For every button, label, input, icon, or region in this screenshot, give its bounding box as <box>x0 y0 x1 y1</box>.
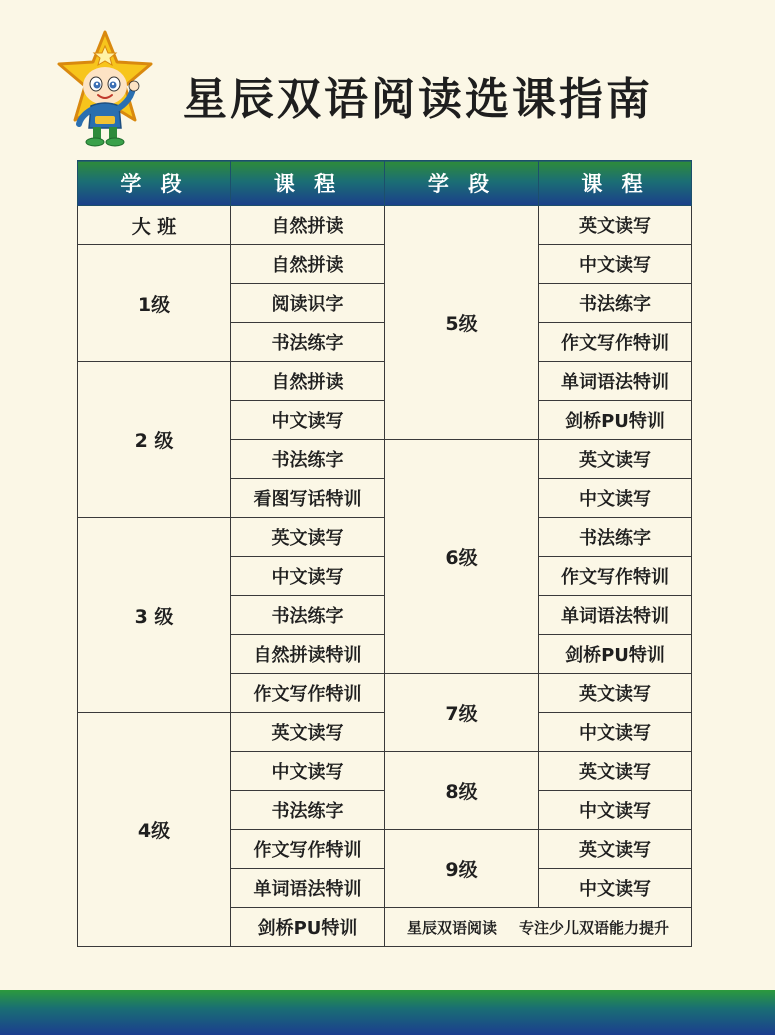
slogan-tagline: 专注少儿双语能力提升 <box>519 918 670 937</box>
stage-cell: 1级 <box>78 245 231 362</box>
course-cell: 英文读写 <box>231 713 385 752</box>
stage-cell: 2 级 <box>78 362 231 518</box>
course-cell: 作文写作特训 <box>231 830 385 869</box>
course-cell: 自然拼读 <box>231 362 385 401</box>
course-cell: 中文读写 <box>539 245 692 284</box>
course-cell: 书法练字 <box>231 791 385 830</box>
course-cell: 书法练字 <box>539 284 692 323</box>
header <box>0 0 775 160</box>
stage-cell: 5级 <box>385 206 539 440</box>
course-cell: 看图写话特训 <box>231 479 385 518</box>
course-cell: 英文读写 <box>539 830 692 869</box>
course-cell: 英文读写 <box>539 752 692 791</box>
header-stage-right: 学 段 <box>385 161 539 206</box>
course-cell: 中文读写 <box>231 752 385 791</box>
course-cell: 自然拼读 <box>231 245 385 284</box>
page-title: 星辰双语阅读选课指南 <box>183 74 653 125</box>
course-cell: 中文读写 <box>539 791 692 830</box>
course-cell: 自然拼读特训 <box>231 635 385 674</box>
course-cell: 英文读写 <box>539 674 692 713</box>
course-cell: 自然拼读 <box>231 206 385 245</box>
stage-cell: 3 级 <box>78 518 231 713</box>
course-cell: 书法练字 <box>539 518 692 557</box>
course-cell: 英文读写 <box>539 206 692 245</box>
table-header-row <box>78 161 692 206</box>
stage-cell: 9级 <box>385 830 539 908</box>
stage-cell: 8级 <box>385 752 539 830</box>
course-cell: 单词语法特训 <box>539 596 692 635</box>
course-cell: 中文读写 <box>231 401 385 440</box>
course-cell: 中文读写 <box>539 479 692 518</box>
course-guide-table <box>77 160 692 947</box>
stage-cell: 7级 <box>385 674 539 752</box>
course-cell: 中文读写 <box>539 713 692 752</box>
footer-gradient-bar <box>0 990 775 1035</box>
course-cell: 阅读识字 <box>231 284 385 323</box>
course-cell: 作文写作特训 <box>231 674 385 713</box>
course-cell: 英文读写 <box>539 440 692 479</box>
header-course-left: 课 程 <box>231 161 385 206</box>
course-cell: 书法练字 <box>231 596 385 635</box>
course-cell: 作文写作特训 <box>539 557 692 596</box>
stage-cell: 6级 <box>385 440 539 674</box>
course-cell: 书法练字 <box>231 323 385 362</box>
stage-cell: 大 班 <box>78 206 231 245</box>
table-row <box>78 206 692 245</box>
course-cell: 中文读写 <box>231 557 385 596</box>
course-cell: 单词语法特训 <box>539 362 692 401</box>
course-cell: 剑桥PU特训 <box>231 908 385 947</box>
stage-cell: 4级 <box>78 713 231 947</box>
star-mascot-logo <box>55 30 155 148</box>
header-course-right: 课 程 <box>539 161 692 206</box>
course-cell: 单词语法特训 <box>231 869 385 908</box>
header-stage-left: 学 段 <box>78 161 231 206</box>
course-cell: 中文读写 <box>539 869 692 908</box>
course-cell: 英文读写 <box>231 518 385 557</box>
course-cell: 书法练字 <box>231 440 385 479</box>
course-cell: 作文写作特训 <box>539 323 692 362</box>
slogan-cell <box>385 908 692 947</box>
slogan-brand: 星辰双语阅读 <box>406 918 497 937</box>
course-cell: 剑桥PU特训 <box>539 635 692 674</box>
course-cell: 剑桥PU特训 <box>539 401 692 440</box>
